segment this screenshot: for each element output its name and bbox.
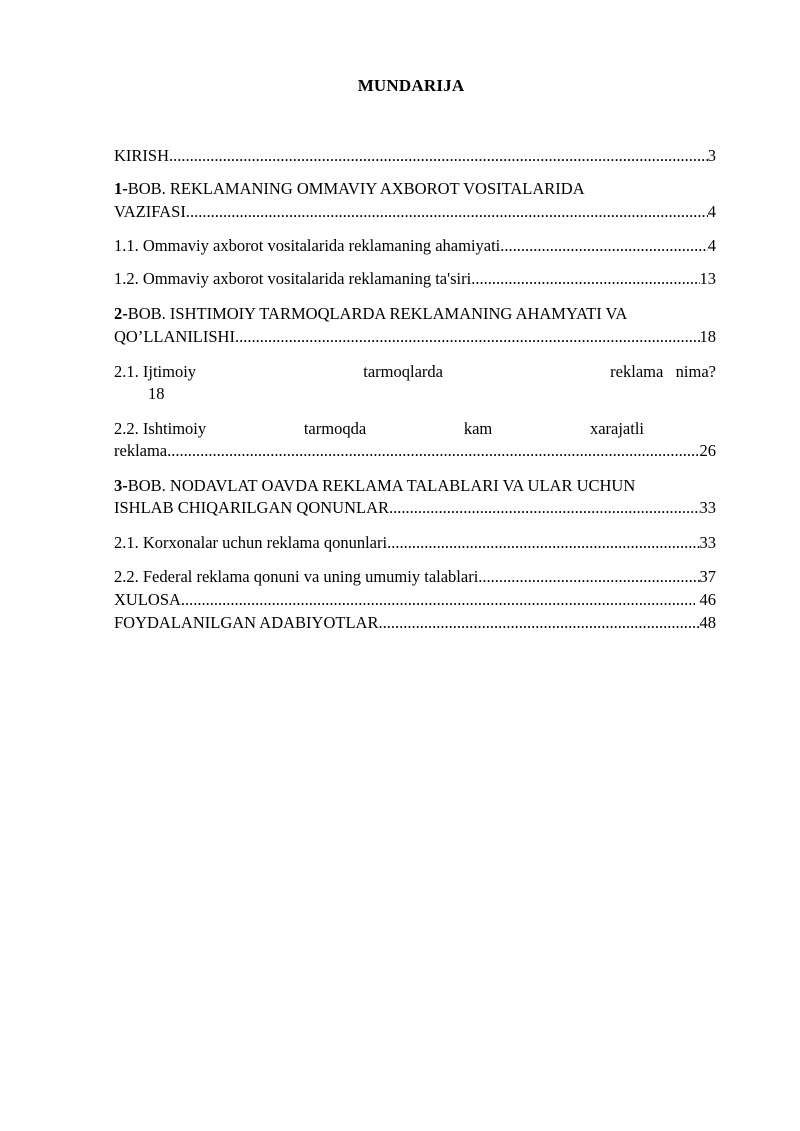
toc-page: 33	[699, 498, 716, 517]
toc-label: reklama	[114, 441, 168, 460]
toc-entry-1-1[interactable]	[114, 236, 716, 256]
toc-leader	[186, 202, 708, 222]
toc-word: kam	[463, 419, 493, 438]
toc-label: VAZIFASI	[114, 202, 186, 221]
toc-page: 26	[699, 441, 716, 460]
toc-label: 2.1. Korxonalar uchun reklama qonunlari	[114, 533, 388, 552]
toc-leader	[471, 269, 699, 289]
toc-page: 4	[707, 236, 716, 255]
toc-entry-chapter-1[interactable]	[114, 202, 716, 222]
toc-page-2-1: 18	[148, 384, 165, 403]
toc-page: 37	[699, 567, 716, 586]
chapter-number: 1-	[114, 179, 128, 198]
toc-leader	[387, 533, 699, 553]
toc-chapter-1-title[interactable]	[114, 179, 716, 199]
toc-leader	[378, 613, 699, 633]
toc-entry-1-2[interactable]	[114, 269, 716, 289]
toc-entry-chapter-3[interactable]	[114, 498, 716, 518]
toc-label: KIRISH	[114, 146, 170, 165]
toc-leader	[181, 590, 695, 610]
toc-leader	[235, 327, 700, 347]
chapter-title-line1: BOB. REKLAMANING OMMAVIY AXBOROT VOSITALARIDA	[127, 179, 585, 198]
toc-page: 13	[699, 269, 716, 288]
toc-label: FOYDALANILGAN ADABIYOTLAR	[114, 613, 379, 632]
chapter-title-line1: BOB. ISHTIMOIY TARMOQLARDA REKLAMANING AHAMYATI VA	[127, 304, 628, 323]
toc-leader	[500, 236, 707, 256]
toc-entry-2-2-line1[interactable]	[114, 419, 644, 439]
toc-label: 1.2. Ommaviy axborot vositalarida reklamaning ta'siri	[114, 269, 472, 288]
toc-label: 1.1. Ommaviy axborot vositalarida reklamaning ahamiyati	[114, 236, 501, 255]
toc-chapter-2-title[interactable]	[114, 304, 716, 324]
toc-page: 46	[695, 590, 716, 609]
toc-entry-xulosa[interactable]	[114, 590, 716, 610]
toc-title: MUNDARIJA	[357, 76, 465, 95]
toc-entry-2-1[interactable]	[114, 362, 716, 382]
toc-label: QO’LLANILISHI	[114, 327, 235, 346]
toc-page: 18	[699, 327, 716, 346]
toc-entry-2-2[interactable]	[114, 441, 716, 461]
toc-page: 33	[699, 533, 716, 552]
toc-entry-3-1[interactable]	[114, 533, 716, 553]
toc-entry-adabiyotlar[interactable]	[114, 613, 716, 633]
toc-label: ISHLAB CHIQARILGAN QONUNLAR	[114, 498, 389, 517]
toc-entry-chapter-2[interactable]	[114, 327, 716, 347]
toc-leader	[478, 567, 699, 587]
toc-word: 2.1. Ijtimoiy	[114, 362, 197, 381]
toc-word: tarmoqlarda	[363, 362, 443, 381]
chapter-number: 3-	[114, 476, 128, 495]
toc-leader	[169, 146, 708, 166]
toc-page: 48	[699, 613, 716, 632]
toc-chapter-3-title[interactable]	[114, 476, 716, 496]
toc-word: tarmoqda	[303, 419, 367, 438]
toc-leader	[389, 498, 700, 518]
toc-word: reklama nima?	[610, 362, 716, 381]
toc-leader	[167, 441, 699, 461]
toc-word: xarajatli	[589, 419, 644, 438]
toc-label: 2.2. Federal reklama qonuni va uning umumiy talablari	[114, 567, 479, 586]
chapter-number: 2-	[114, 304, 128, 323]
toc-label: XULOSA	[114, 590, 181, 609]
toc-entry-3-2[interactable]	[114, 567, 716, 587]
toc-page: 3	[707, 146, 716, 165]
toc-entry-kirish[interactable]	[114, 146, 716, 166]
chapter-title-line1: BOB. NODAVLAT OAVDA REKLAMA TALABLARI VA ULAR UCHUN	[127, 476, 636, 495]
toc-page: 4	[707, 202, 716, 221]
toc-word: 2.2. Ishtimoiy	[114, 419, 207, 438]
